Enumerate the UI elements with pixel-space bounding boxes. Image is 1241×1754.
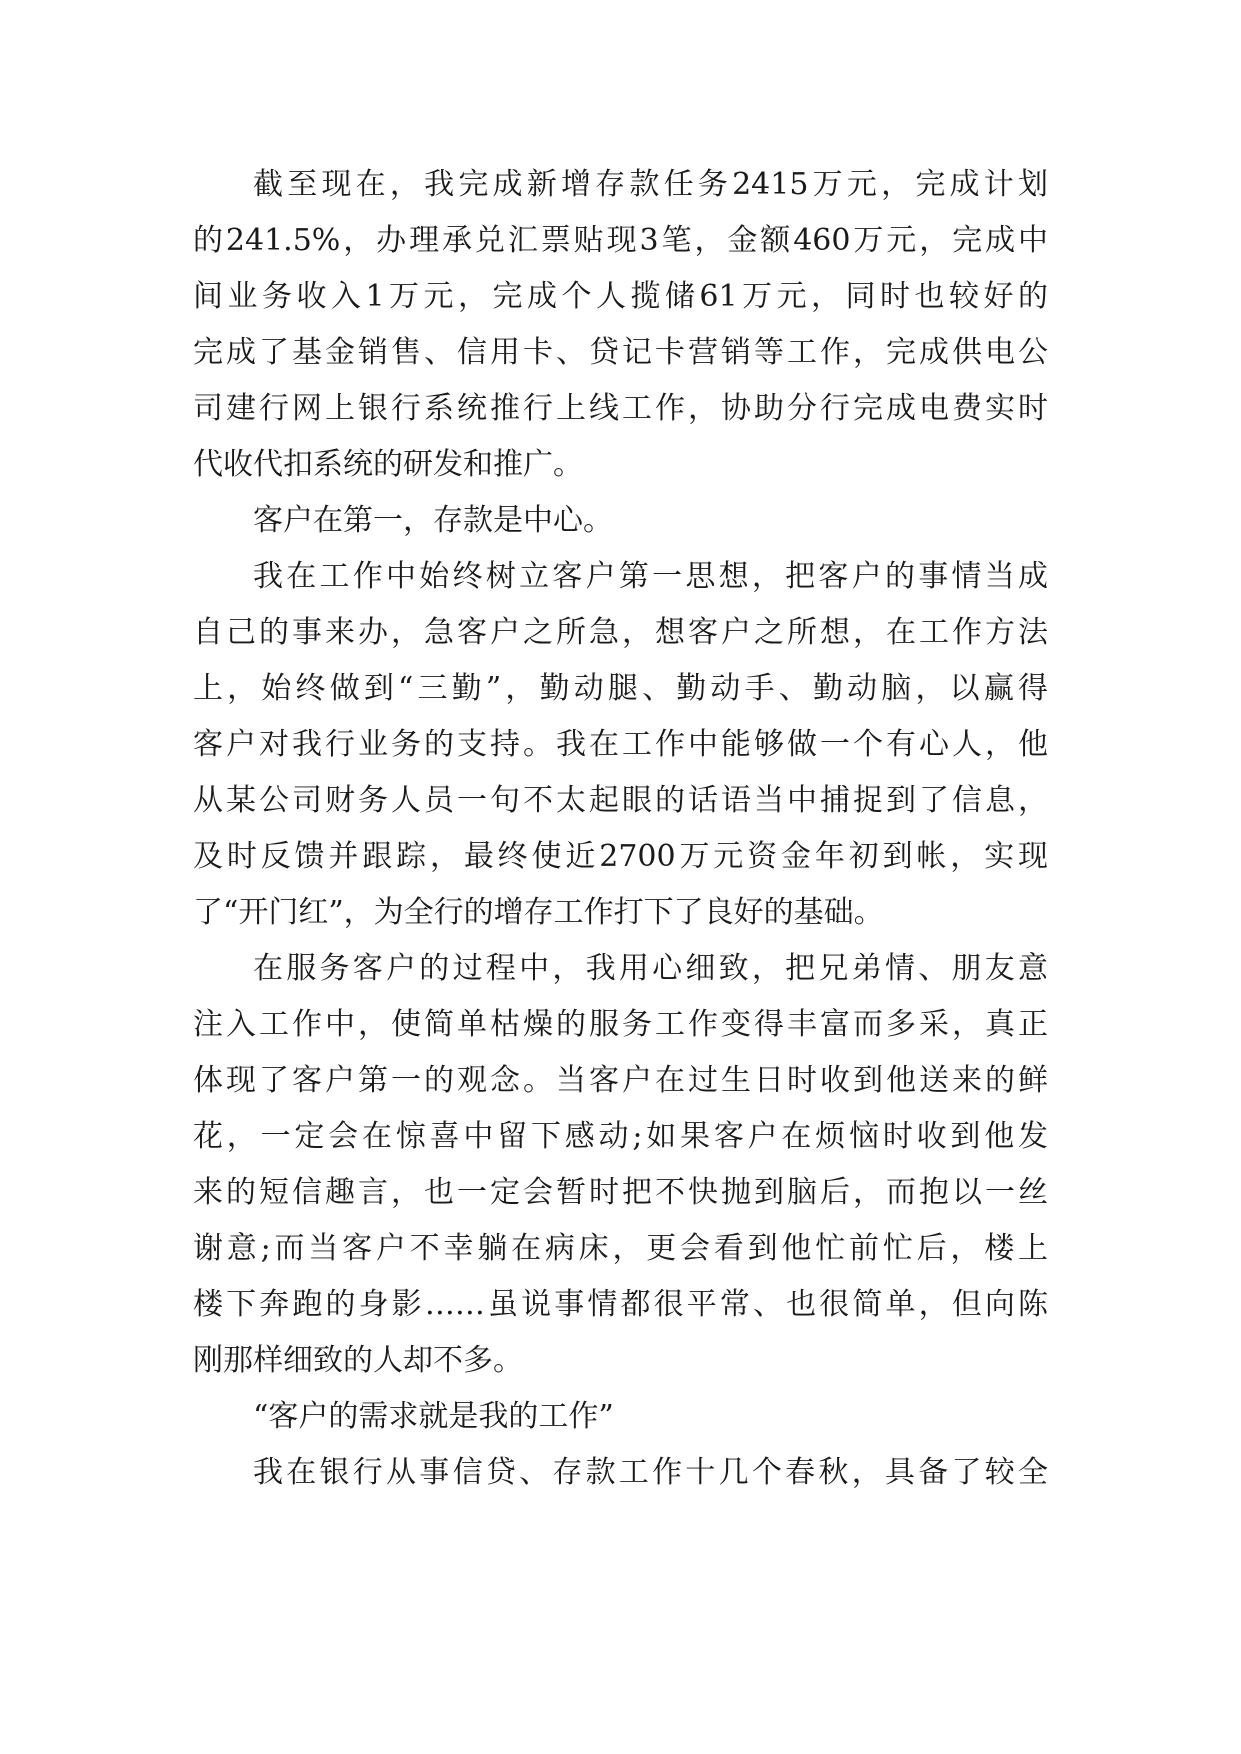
paragraph-3-line-8: 刚那样细致的人却不多。 xyxy=(193,1343,523,1378)
paragraph-3-line-7: 楼下奔跑的身影……虽说事情都很平常、也很简单，但向陈 xyxy=(193,1287,1048,1322)
paragraph-1-line-1: 截至现在，我完成新增存款任务2415万元，完成计划 xyxy=(253,167,1048,202)
paragraph-1-line-5: 司建行网上银行系统推行上线工作，协助分行完成电费实时 xyxy=(193,391,1048,426)
paragraph-2-line-2: 自己的事来办，急客户之所急，想客户之所想，在工作方法 xyxy=(193,615,1048,650)
paragraph-3-line-1: 在服务客户的过程中，我用心细致，把兄弟情、朋友意 xyxy=(253,951,1048,986)
paragraph-3-line-2: 注入工作中，使简单枯燥的服务工作变得丰富而多采，真正 xyxy=(193,1007,1048,1042)
paragraph-1-line-2: 的241.5%，办理承兑汇票贴现3笔，金额460万元，完成中 xyxy=(193,223,1048,258)
paragraph-1-line-6: 代收代扣系统的研发和推广。 xyxy=(193,447,583,482)
section-heading-customer-first: 客户在第一，存款是中心。 xyxy=(253,503,613,538)
paragraph-2-line-1: 我在工作中始终树立客户第一思想，把客户的事情当成 xyxy=(253,559,1048,594)
paragraph-2-line-5: 从某公司财务人员一句不太起眼的话语当中捕捉到了信息， xyxy=(193,783,1048,818)
paragraph-2-line-7: 了“开门红”，为全行的增存工作打下了良好的基础。 xyxy=(193,895,884,930)
paragraph-3-line-5: 来的短信趣言，也一定会暂时把不快抛到脑后，而抱以一丝 xyxy=(193,1175,1048,1210)
paragraph-3-line-6: 谢意;而当客户不幸躺在病床，更会看到他忙前忙后，楼上 xyxy=(193,1231,1048,1266)
paragraph-4-line-1: 我在银行从事信贷、存款工作十几个春秋，具备了较全 xyxy=(253,1455,1048,1490)
paragraph-2-line-4: 客户对我行业务的支持。我在工作中能够做一个有心人，他 xyxy=(193,727,1048,762)
paragraph-1-line-4: 完成了基金销售、信用卡、贷记卡营销等工作，完成供电公 xyxy=(193,335,1048,370)
paragraph-2-line-6: 及时反馈并跟踪，最终使近2700万元资金年初到帐，实现 xyxy=(193,839,1048,874)
paragraph-3-line-4: 花，一定会在惊喜中留下感动;如果客户在烦恼时收到他发 xyxy=(193,1119,1048,1154)
paragraph-3-line-3: 体现了客户第一的观念。当客户在过生日时收到他送来的鲜 xyxy=(193,1063,1048,1098)
paragraph-2-line-3: 上，始终做到“三勤”，勤动腿、勤动手、勤动脑，以赢得 xyxy=(193,671,1048,706)
section-heading-customer-needs: “客户的需求就是我的工作” xyxy=(253,1399,614,1434)
paragraph-1-line-3: 间业务收入1万元，完成个人揽储61万元，同时也较好的 xyxy=(193,279,1048,314)
